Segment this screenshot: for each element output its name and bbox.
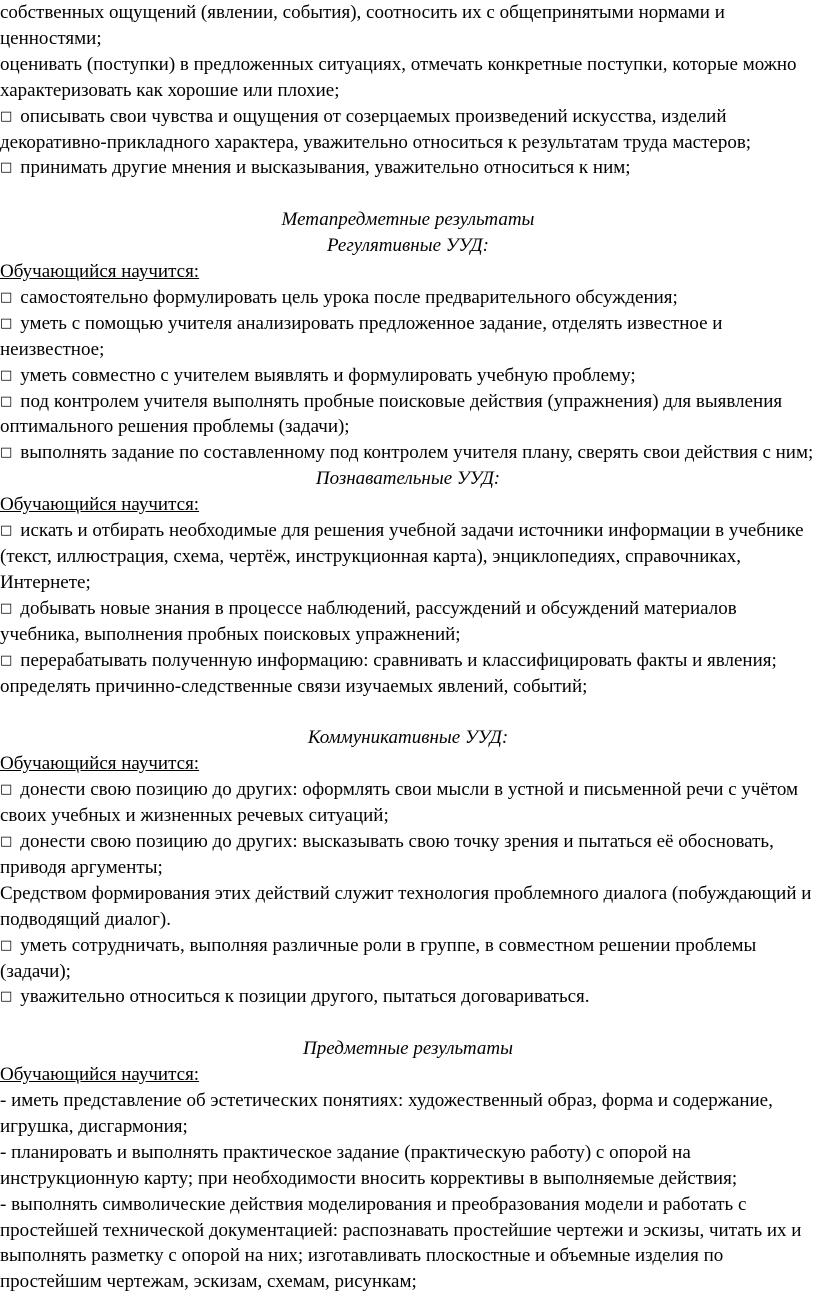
section-title: Метапредметные результаты xyxy=(281,209,535,231)
bullet-item: □ выполнять задание по составленному под контролем учителя плану, сверять свои действия с ним; xyxy=(0,440,816,466)
subsection-title: Познавательные УУД: xyxy=(315,468,501,490)
bullet-item: □ уметь сотрудничать, выполняя различные роли в группе, в совместном решении проблемы (задачи); xyxy=(0,933,816,985)
bullet-item: □ уметь с помощью учителя анализировать предложенное задание, отделять известное и неизвестное; xyxy=(0,311,816,363)
bullet-item: □ под контролем учителя выполнять пробные поисковые действия (упражнения) для выявления оптимального решения проблемы (задачи); xyxy=(0,389,816,441)
bullet-item: □ перерабатывать полученную информацию: сравнивать и классифицировать факты и явления; определять причинно-следственные связи изучаемых явлений, событий; xyxy=(0,648,816,700)
paragraph: собственных ощущений (явлении, события), соотносить их с общепринятыми нормами и ценностями; xyxy=(0,2,725,49)
learner-heading: Обучающийся научится: xyxy=(0,753,200,775)
bullet-item: □ уважительно относиться к позиции другого, пытаться договариваться. xyxy=(0,984,816,1010)
dash-item: - выполнять символические действия моделирования и преобразования модели и работать с простейшей технической документацией: распознавать простейшие чертежи и эскизы, читать их и выполнять разметку с опорой на них; изготавливать плоскостные и объемные изделия по простейшим чертежам, эскизам, схемам, рисункам; xyxy=(0,1193,802,1293)
bullet-item: □ уметь совместно с учителем выявлять и формулировать учебную проблему; xyxy=(0,363,816,389)
dash-item: - планировать и выполнять практическое задание (практическую работу) с опорой на инструкционную карту; при необходимости вносить коррективы в выполняемые действия; xyxy=(0,1141,738,1189)
bullet-item: □ добывать новые знания в процессе наблюдений, рассуждений и обсуждений материалов учебника, выполнения пробных поисковых упражнений; xyxy=(0,596,816,648)
bullet-item: □ принимать другие мнения и высказывания, уважительно относиться к ним; xyxy=(0,155,816,181)
learner-heading: Обучающийся научится: xyxy=(0,261,200,283)
subsection-title: Регулятивные УУД: xyxy=(327,235,489,257)
bullet-item: □ самостоятельно формулировать цель урока после предварительного обсуждения; xyxy=(0,285,816,311)
bullet-item: □ описывать свои чувства и ощущения от созерцаемых произведений искусства, изделий декоративно-прикладного характера, уважительно относиться к результатам труда мастеров; xyxy=(0,104,816,156)
bullet-item: □ искать и отбирать необходимые для решения учебной задачи источники информации в учебнике (текст, иллюстрация, схема, чертёж, инструкционная карта), энциклопедиях, справочниках, Интернете; xyxy=(0,518,816,596)
bullet-item: □ донести свою позицию до других: высказывать свою точку зрения и пытаться её обосновать, приводя аргументы; xyxy=(0,829,816,881)
paragraph: оценивать (поступки) в предложенных ситуациях, отмечать конкретные поступки, которые можно характеризовать как хорошие или плохие; xyxy=(0,53,797,101)
learner-heading: Обучающийся научится: xyxy=(0,1064,200,1086)
dash-item: - иметь представление об эстетических понятиях: художественный образ, форма и содержание, игрушка, дисгармония; xyxy=(0,1090,773,1137)
paragraph: Средством формирования этих действий служит технология проблемного диалога (побуждающий и подводящий диалог). xyxy=(0,882,812,930)
section-title: Предметные результаты xyxy=(303,1038,513,1060)
subsection-title: Коммуникативные УУД: xyxy=(307,727,509,749)
bullet-item: □ донести свою позицию до других: оформлять свои мысли в устной и письменной речи с учётом своих учебных и жизненных речевых ситуаций; xyxy=(0,777,816,829)
learner-heading: Обучающийся научится: xyxy=(0,494,200,516)
